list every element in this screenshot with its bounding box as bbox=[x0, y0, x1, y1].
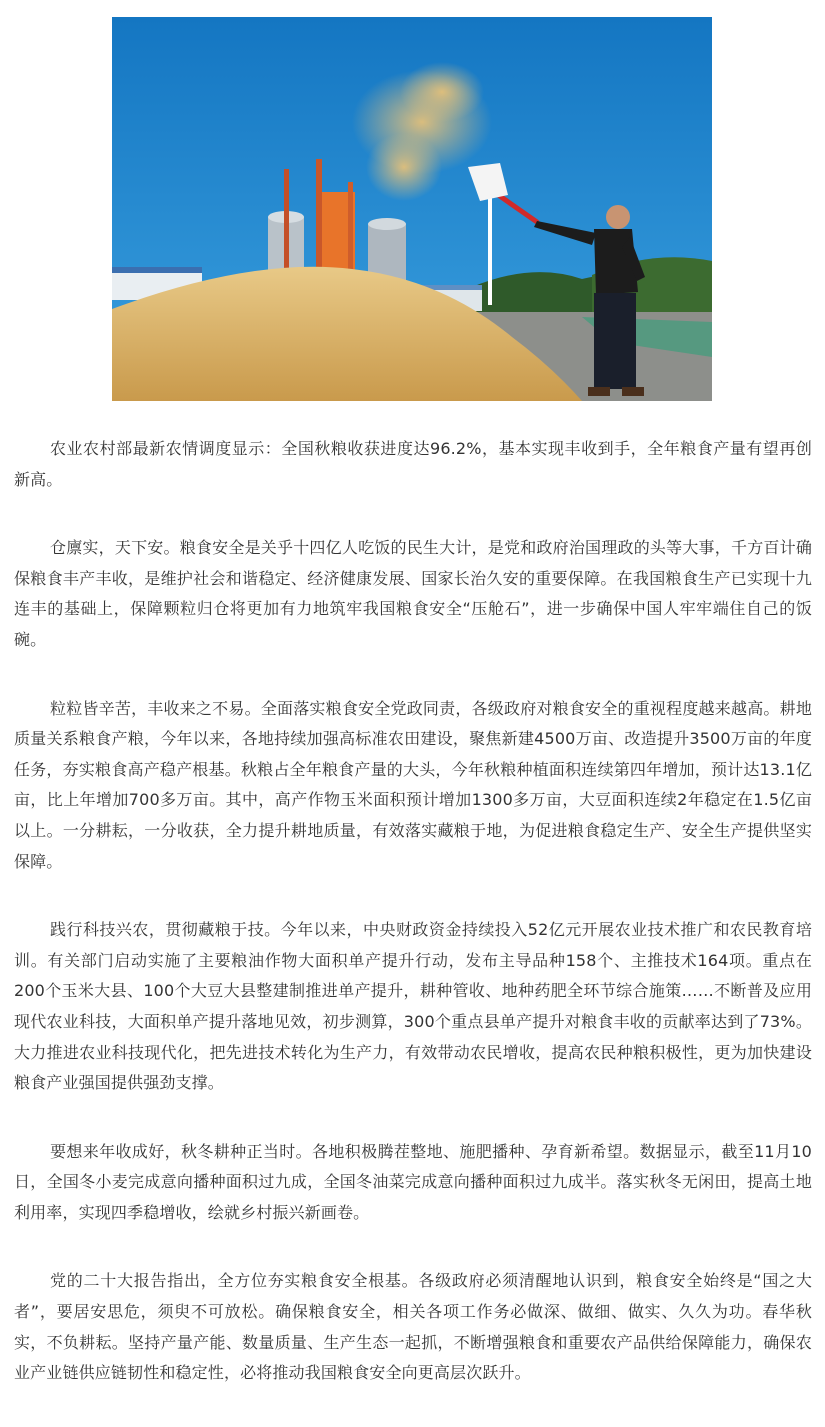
article-paragraph: 粒粒皆辛苦，丰收来之不易。全面落实粮食安全党政同责，各级政府对粮食安全的重视程度越来越高。耕地质量关系粮食产粮，今年以来，各地持续加强高标准农田建设，聚焦新建4500万亩、改造提升3500万亩的年度任务，夯实粮食高产稳产根基。秋粮占全年粮食产量的大头，今年秋粮种植面积连续第四年增加，预计达13.1亿亩，比上年增加700多万亩。其中，高产作物玉米面积预计增加1300多万亩，大豆面积连续2年稳定在1.5亿亩以上。一分耕耘，一分收获，全力提升耕地质量，有效落实藏粮于地，为促进粮食稳定生产、安全生产提供坚实保障。 bbox=[14, 698, 812, 871]
article-paragraph: 农业农村部最新农情调度显示：全国秋粮收获进度达96.2%，基本实现丰收到手，全年粮食产量有望再创新高。 bbox=[14, 439, 812, 489]
article-paragraph: 要想来年收成好，秋冬耕种正当时。各地积极腾茬整地、施肥播种、孕育新希望。数据显示，截至11月10日，全国冬小麦完成意向播种面积过九成，全国冬油菜完成意向播种面积过九成半。落实秋冬无闲田，提高土地利用率，实现四季稳增收，绘就乡村振兴新画卷。 bbox=[14, 1141, 812, 1222]
article-paragraph: 党的二十大报告指出，全方位夯实粮食安全根基。各级政府必须清醒地认识到，粮食安全始终是“国之大者”，要居安思危，须臾不可放松。确保粮食安全，相关各项工作务必做深、做细、做实、久久为功。春华秋实，不负耕耘。坚持产量产能、数量质量、生产生态一起抓，不断增强粮食和重要农产品供给保障能力，确保农业产业链供应链韧性和稳定性，必将推动我国粮食安全向更高层次跃升。 bbox=[14, 1271, 812, 1383]
article-paragraph: 践行科技兴农，贯彻藏粮于技。今年以来，中央财政资金持续投入52亿元开展农业技术推广和农民教育培训。有关部门启动实施了主要粮油作物大面积单产提升行动，发布主导品种158个、主推技术164项。重点在200个玉米大县、100个大豆大县整建制推进单产提升，耕种管收、地种药肥全环节综合施策……不断普及应用现代农业科技，大面积单产提升落地见效，初步测算，300个重点县单产提升对粮食丰收的贡献率达到了73%。大力推进农业科技现代化，把先进技术转化为生产力，有效带动农民增收，提高农民种粮积极性，更为加快建设粮食产业强国提供强劲支撑。 bbox=[14, 920, 812, 1093]
man-head bbox=[606, 205, 630, 229]
light-pole bbox=[488, 195, 492, 305]
man-pants bbox=[594, 293, 636, 389]
harvest-photo bbox=[112, 17, 712, 401]
article-paragraph: 仓廪实，天下安。粮食安全是关乎十四亿人吃饭的民生大计，是党和政府治国理政的头等大事，千方百计确保粮食丰产丰收，是维护社会和谐稳定、经济健康发展、国家长治久安的重要保障。在我国粮食生产已实现十九连丰的基础上，保障颗粒归仓将更加有力地筑牢我国粮食安全“压舱石”，进一步确保中国人牢牢端住自己的饭碗。 bbox=[14, 538, 812, 649]
article-body bbox=[14, 434, 812, 1427]
